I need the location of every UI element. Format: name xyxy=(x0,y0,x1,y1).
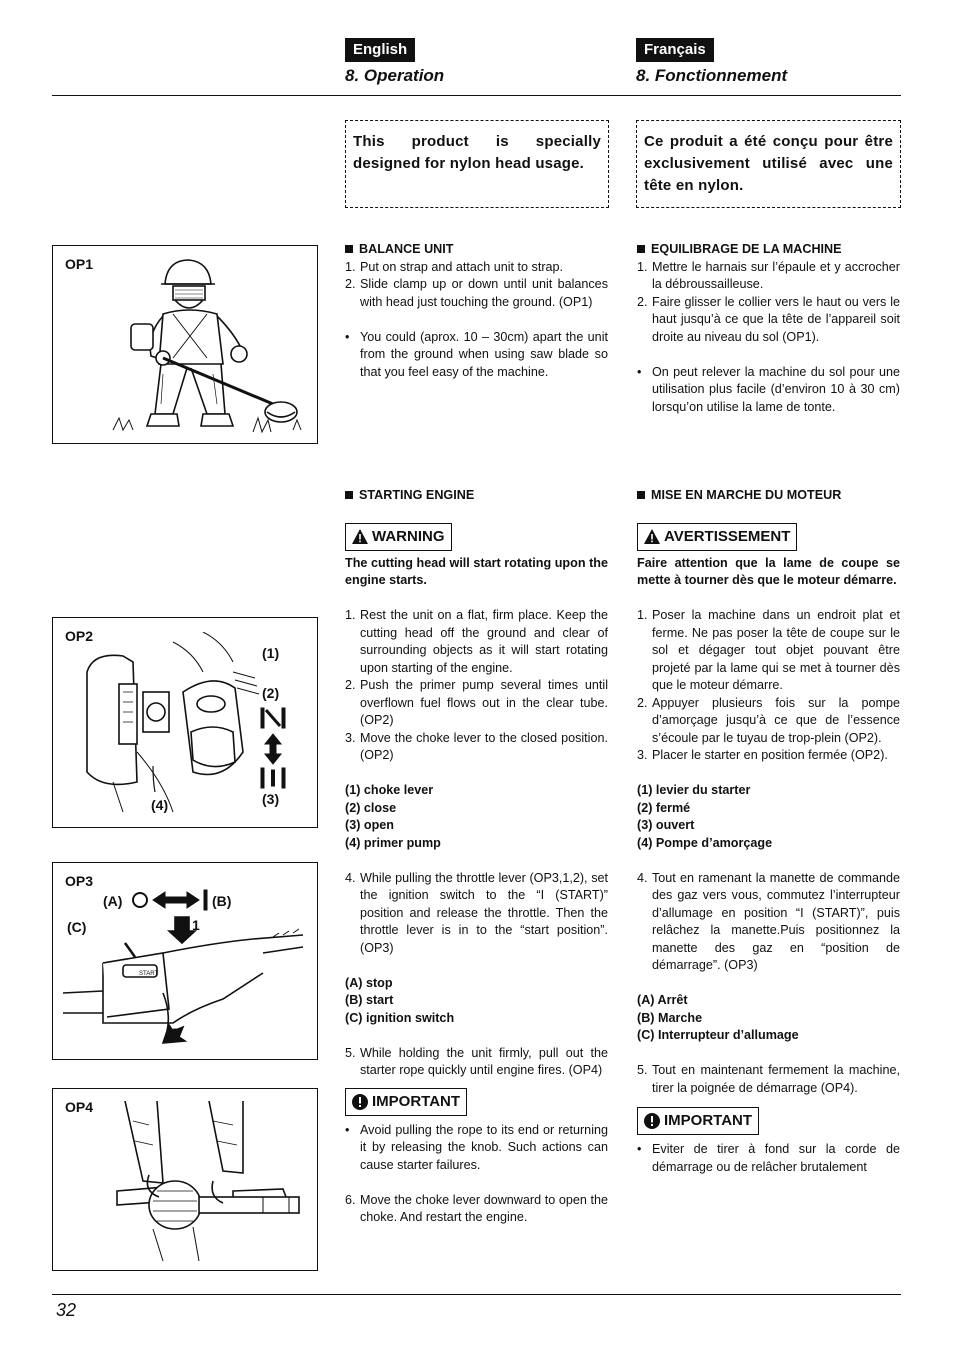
starting-step-en: 2. Push the primer pump several times until overflown fuel flows out in the clear tube. (OP2) xyxy=(345,678,608,727)
balance-step-fr: 2. Faire glisser le collier vers le haut ou vers le haut jusqu’à ce que la tête de l’appareil soit droite au niveau du sol (OP1). xyxy=(637,294,900,344)
warning-text-fr: Faire attention que la lame de coupe se mette à tourner dès que le moteur démarre. xyxy=(637,555,900,587)
figure-op1 xyxy=(52,245,318,444)
op3-callout-a: (A) xyxy=(103,893,123,909)
important-bullet-en: • Avoid pulling the rope to its end or returning it by releasing the knob. Such actions can cause starter failures. xyxy=(345,1122,608,1172)
balance-step-fr: 1. Mettre le harnais sur l’épaule et y accrocher la débroussailleuse. xyxy=(637,259,900,291)
notice-text-en: This product is specially designed for nylon head usage. xyxy=(353,133,601,172)
throttle-handle-illustration xyxy=(63,913,313,1053)
figure-op4 xyxy=(52,1088,318,1271)
starting-step-fr: 5. Tout en maintenant fermement la machine, tirer la poignée de démarrage (OP4). xyxy=(637,1063,900,1095)
pulling-starter-illustration xyxy=(113,1101,313,1266)
legend-item-fr: (A) Arrêt xyxy=(637,993,688,1007)
legend-item-en: (C) ignition switch xyxy=(345,1010,455,1025)
legend-item-fr: (B) Marche xyxy=(637,1010,703,1025)
header-rule xyxy=(52,95,901,96)
starting-heading-en: STARTING ENGINE xyxy=(345,487,608,505)
figure-op2-label: OP2 xyxy=(65,628,94,644)
legend-item-fr: (C) Interrupteur d’allumage xyxy=(637,1028,799,1042)
legend-item-en: (A) stop xyxy=(345,975,393,990)
switch-start-text: START xyxy=(139,971,159,977)
notice-box-fr xyxy=(636,120,901,208)
section-title-en: 8. Operation xyxy=(345,66,445,85)
legend-item-en: (2) close xyxy=(345,800,397,815)
balance-bullet-en: • You could (aprox. 10 – 30cm) apart the unit from the ground when using saw blade so that you feel easy of the machine. xyxy=(345,329,608,379)
legend-item-fr: (4) Pompe d’amorçage xyxy=(637,835,773,850)
legend-item-fr: (2) fermé xyxy=(637,800,691,815)
balance-bullet-fr: • On peut relever la machine du sol pour une utilisation plus facile (d’environ 10 à 30 cm) lorsqu’on utilise la lame de tonte. xyxy=(637,364,900,414)
legend-item-en: (1) choke lever xyxy=(345,783,434,797)
warning-triangle-icon xyxy=(644,529,660,544)
legend-item-en: (4) primer pump xyxy=(345,835,441,850)
starting-step-en: 4. While pulling the throttle lever (OP3,1,2), set the ignition switch to the “I (START)” position and release the throttle. Then the throttle lever is in to the “start position”. (OP3) xyxy=(345,870,608,955)
starting-step-fr: 3. Placer le starter en position fermée (OP2). xyxy=(637,748,888,762)
stop-start-arrow-icon xyxy=(131,889,211,911)
starting-step-fr: 1. Poser la machine dans un endroit plat et ferme. Ne pas poser la tête de coupe sur le sol et dégager tout objet pouvant être projeté par la lame qui se met à tourner dès que le moteur démarre. xyxy=(637,608,900,692)
french-column xyxy=(637,241,900,416)
warning-label-fr: AVERTISSEMENT xyxy=(664,527,791,545)
page-number: 32 xyxy=(56,1300,77,1320)
bullet-square-icon xyxy=(345,491,353,499)
legend-item-en: (3) open xyxy=(345,818,394,832)
starting-step-en: 1. Rest the unit on a flat, firm place. Keep the cutting head off the ground and clear of surrounding objects as it will start rotating upon starting of the engine. xyxy=(345,608,608,675)
figure-op3-label: OP3 xyxy=(65,873,94,889)
warning-text-en: The cutting head will start rotating upon the engine starts. xyxy=(345,555,608,587)
warning-badge-fr xyxy=(637,523,797,551)
op2-callout-3: (3) xyxy=(262,791,280,807)
balance-heading-fr: EQUILIBRAGE DE LA MACHINE xyxy=(637,241,900,259)
starting-heading-fr: MISE EN MARCHE DU MOTEUR xyxy=(637,487,900,505)
operator-with-trimmer-illustration xyxy=(103,254,313,440)
choke-symbols-icon xyxy=(258,706,288,792)
engine-choke-illustration xyxy=(73,632,273,822)
bullet-square-icon xyxy=(345,245,353,253)
figure-op3 xyxy=(52,862,318,1060)
important-bullet-fr: • Eviter de tirer à fond sur la corde de démarrage ou de relâcher brutalement xyxy=(637,1142,900,1174)
op2-callout-4: (4) xyxy=(151,797,169,813)
exclamation-circle-icon xyxy=(644,1113,660,1129)
starting-step-fr: 2. Appuyer plusieurs fois sur la pompe d’amorçage jusqu’à ce que de l’essence s’écoule par le tuyau de trop-plein (OP2). xyxy=(637,695,900,745)
figure-op1-label: OP1 xyxy=(65,256,94,272)
balance-step-en: 2. Slide clamp up or down until unit balances with head just touching the ground. (OP1) xyxy=(345,277,608,309)
figure-op4-label: OP4 xyxy=(65,1099,94,1115)
notice-box-en xyxy=(345,120,609,208)
balance-step-en: 1. Put on strap and attach unit to strap. xyxy=(345,259,564,274)
op3-callout-c: (C) xyxy=(67,919,87,935)
footer-rule xyxy=(52,1294,901,1295)
important-badge-en xyxy=(345,1088,467,1116)
bullet-square-icon xyxy=(637,245,645,253)
legend-item-fr: (3) ouvert xyxy=(637,818,695,832)
figure-op2 xyxy=(52,617,318,828)
op2-callout-2: (2) xyxy=(262,685,280,701)
warning-badge-en xyxy=(345,523,452,551)
notice-text-fr: Ce produit a été conçu pour être exclusivement utilisé avec une tête en nylon. xyxy=(644,133,893,194)
starting-step-en: 5. While holding the unit firmly, pull out the starter rope quickly until engine fires. (OP4) xyxy=(345,1045,608,1077)
english-column xyxy=(345,241,608,381)
bullet-square-icon xyxy=(637,491,645,499)
important-badge-fr xyxy=(637,1107,759,1135)
legend-item-en: (B) start xyxy=(345,993,394,1007)
french-starting-column xyxy=(637,487,900,1176)
english-starting-column xyxy=(345,487,608,1227)
section-title-fr: 8. Fonctionnement xyxy=(636,66,788,85)
legend-item-fr: (1) levier du starter xyxy=(637,783,751,797)
starting-step-en: 6. Move the choke lever downward to open the choke. And restart the engine. xyxy=(345,1192,608,1224)
warning-triangle-icon xyxy=(352,529,368,544)
op3-callout-1: 1 xyxy=(192,917,200,933)
exclamation-circle-icon xyxy=(352,1094,368,1110)
starting-step-fr: 4. Tout en ramenant la manette de commande des gaz vers vous, commutez l’interrupteur d’allumage en position “I (START)”, puis relâchez la manette.Puis positionnez la manette des gaz en “position de démarrage”. (OP3) xyxy=(637,870,900,972)
balance-heading-en: BALANCE UNIT xyxy=(345,241,608,259)
warning-label-en: WARNING xyxy=(372,527,445,545)
important-label-fr: IMPORTANT xyxy=(664,1112,753,1129)
op2-callout-1: (1) xyxy=(262,645,280,661)
starting-step-en: 3. Move the choke lever to the closed position. (OP2) xyxy=(345,730,608,762)
french-tab: Français xyxy=(636,38,714,62)
important-label-en: IMPORTANT xyxy=(372,1092,461,1110)
op3-callout-b: (B) xyxy=(212,893,232,909)
english-tab: English xyxy=(345,38,415,62)
